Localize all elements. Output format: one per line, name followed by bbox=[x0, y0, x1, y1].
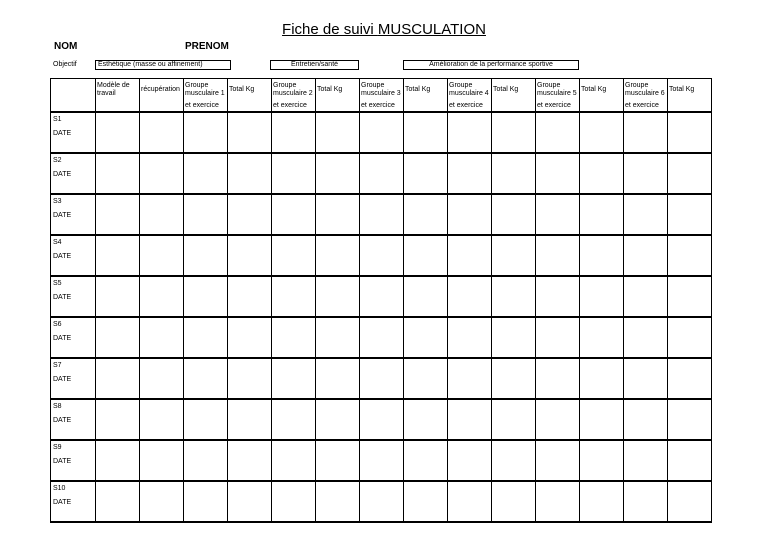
entry-cell[interactable] bbox=[272, 194, 316, 235]
objectif-performance-box[interactable]: Amélioration de la performance sportive bbox=[403, 60, 579, 70]
entry-cell[interactable] bbox=[624, 153, 668, 194]
session-label-cell bbox=[51, 317, 96, 358]
entry-cell[interactable] bbox=[492, 358, 536, 399]
entry-cell[interactable] bbox=[580, 358, 624, 399]
header-groupe-2: Groupe musculaire 2 bbox=[273, 82, 313, 97]
entry-cell[interactable] bbox=[360, 153, 404, 194]
header-groupe-5: Groupe musculaire 5 bbox=[537, 82, 577, 97]
entry-cell[interactable] bbox=[96, 358, 140, 399]
entry-cell[interactable] bbox=[536, 481, 580, 522]
entry-cell[interactable] bbox=[624, 194, 668, 235]
entry-cell[interactable] bbox=[448, 358, 492, 399]
entry-cell[interactable] bbox=[668, 153, 712, 194]
session-label: S5 bbox=[53, 280, 62, 287]
date-label: DATE bbox=[53, 458, 72, 465]
entry-cell[interactable] bbox=[492, 235, 536, 276]
header-exercice-4: et exercice bbox=[449, 102, 483, 109]
page-title bbox=[0, 21, 768, 38]
entry-cell[interactable] bbox=[668, 194, 712, 235]
entry-cell[interactable] bbox=[668, 112, 712, 153]
date-label: DATE bbox=[53, 171, 72, 178]
entry-cell[interactable] bbox=[96, 235, 140, 276]
entry-cell[interactable] bbox=[404, 481, 448, 522]
entry-cell[interactable] bbox=[360, 317, 404, 358]
entry-cell[interactable] bbox=[448, 153, 492, 194]
header-recuperation-cell bbox=[140, 79, 184, 113]
entry-cell[interactable] bbox=[580, 317, 624, 358]
entry-cell[interactable] bbox=[536, 440, 580, 481]
objectif-label: Objectif bbox=[53, 61, 77, 68]
entry-cell[interactable] bbox=[404, 399, 448, 440]
entry-cell[interactable] bbox=[536, 276, 580, 317]
entry-cell[interactable] bbox=[448, 194, 492, 235]
entry-cell[interactable] bbox=[536, 153, 580, 194]
entry-cell[interactable] bbox=[492, 112, 536, 153]
entry-cell[interactable] bbox=[184, 358, 228, 399]
header-total-1-cell bbox=[228, 79, 272, 113]
date-label: DATE bbox=[53, 212, 72, 219]
entry-cell[interactable] bbox=[316, 194, 360, 235]
header-groupe-6: Groupe musculaire 6 bbox=[625, 82, 665, 97]
entry-cell[interactable] bbox=[228, 194, 272, 235]
entry-cell[interactable] bbox=[184, 194, 228, 235]
entry-cell[interactable] bbox=[492, 440, 536, 481]
header-total-6-cell bbox=[668, 79, 712, 113]
entry-cell[interactable] bbox=[536, 399, 580, 440]
header-groupe-4: Groupe musculaire 4 bbox=[449, 82, 489, 97]
header-groupe-1-cell bbox=[184, 79, 228, 113]
entry-cell[interactable] bbox=[492, 481, 536, 522]
entry-cell[interactable] bbox=[668, 276, 712, 317]
session-label: S8 bbox=[53, 403, 62, 410]
header-groupe-6-cell bbox=[624, 79, 668, 113]
entry-cell[interactable] bbox=[404, 358, 448, 399]
date-label: DATE bbox=[53, 417, 72, 424]
entry-cell[interactable] bbox=[624, 481, 668, 522]
entry-cell[interactable] bbox=[184, 481, 228, 522]
entry-cell[interactable] bbox=[624, 235, 668, 276]
entry-cell[interactable] bbox=[580, 194, 624, 235]
date-label: DATE bbox=[53, 253, 72, 260]
entry-cell[interactable] bbox=[580, 153, 624, 194]
entry-cell[interactable] bbox=[448, 399, 492, 440]
entry-cell[interactable] bbox=[140, 276, 184, 317]
session-row bbox=[51, 317, 712, 358]
entry-cell[interactable] bbox=[360, 399, 404, 440]
header-total-6: Total Kg bbox=[669, 86, 695, 93]
entry-cell[interactable] bbox=[96, 112, 140, 153]
header-exercice-6: et exercice bbox=[625, 102, 659, 109]
session-row bbox=[51, 440, 712, 481]
date-label: DATE bbox=[53, 335, 72, 342]
session-label-cell bbox=[51, 276, 96, 317]
entry-cell[interactable] bbox=[272, 317, 316, 358]
entry-cell[interactable] bbox=[316, 440, 360, 481]
session-label: S2 bbox=[53, 157, 62, 164]
header-groupe-1: Groupe musculaire 1 bbox=[185, 82, 225, 97]
entry-cell[interactable] bbox=[184, 276, 228, 317]
entry-cell[interactable] bbox=[228, 399, 272, 440]
entry-cell[interactable] bbox=[536, 358, 580, 399]
session-row bbox=[51, 276, 712, 317]
entry-cell[interactable] bbox=[492, 276, 536, 317]
entry-cell[interactable] bbox=[360, 194, 404, 235]
entry-cell[interactable] bbox=[404, 194, 448, 235]
entry-cell[interactable] bbox=[624, 317, 668, 358]
entry-cell[interactable] bbox=[140, 481, 184, 522]
entry-cell[interactable] bbox=[184, 235, 228, 276]
entry-cell[interactable] bbox=[140, 153, 184, 194]
header-total-4: Total Kg bbox=[493, 86, 519, 93]
entry-cell[interactable] bbox=[448, 112, 492, 153]
entry-cell[interactable] bbox=[404, 235, 448, 276]
header-total-4-cell bbox=[492, 79, 536, 113]
entry-cell[interactable] bbox=[272, 153, 316, 194]
entry-cell[interactable] bbox=[360, 481, 404, 522]
entry-cell[interactable] bbox=[272, 358, 316, 399]
entry-cell[interactable] bbox=[668, 440, 712, 481]
entry-cell[interactable] bbox=[668, 235, 712, 276]
session-label: S3 bbox=[53, 198, 62, 205]
header-exercice-3: et exercice bbox=[361, 102, 395, 109]
entry-cell[interactable] bbox=[360, 276, 404, 317]
entry-cell[interactable] bbox=[140, 235, 184, 276]
entry-cell[interactable] bbox=[624, 399, 668, 440]
entry-cell[interactable] bbox=[96, 317, 140, 358]
entry-cell[interactable] bbox=[96, 194, 140, 235]
entry-cell[interactable] bbox=[140, 194, 184, 235]
session-label: S10 bbox=[53, 485, 66, 492]
entry-cell[interactable] bbox=[228, 481, 272, 522]
entry-cell[interactable] bbox=[316, 399, 360, 440]
entry-cell[interactable] bbox=[316, 112, 360, 153]
entry-cell[interactable] bbox=[272, 399, 316, 440]
entry-cell[interactable] bbox=[316, 481, 360, 522]
entry-cell[interactable] bbox=[580, 399, 624, 440]
entry-cell[interactable] bbox=[580, 481, 624, 522]
entry-cell[interactable] bbox=[184, 153, 228, 194]
session-row bbox=[51, 399, 712, 440]
title-prefix: Fiche de suivi bbox=[282, 21, 378, 38]
entry-cell[interactable] bbox=[184, 317, 228, 358]
header-total-2: Total Kg bbox=[317, 86, 343, 93]
entry-cell[interactable] bbox=[140, 317, 184, 358]
header-recuperation: récupération bbox=[141, 86, 180, 93]
header-total-3-cell bbox=[404, 79, 448, 113]
entry-cell[interactable] bbox=[404, 276, 448, 317]
session-row bbox=[51, 481, 712, 522]
entry-cell[interactable] bbox=[272, 481, 316, 522]
entry-cell[interactable] bbox=[316, 235, 360, 276]
header-exercice-2: et exercice bbox=[273, 102, 307, 109]
date-label: DATE bbox=[53, 376, 72, 383]
session-label-cell bbox=[51, 481, 96, 522]
entry-cell[interactable] bbox=[404, 153, 448, 194]
objectif-esthetique-box[interactable]: Esthétique (masse ou affinement) bbox=[95, 60, 231, 70]
entry-cell[interactable] bbox=[316, 358, 360, 399]
entry-cell[interactable] bbox=[316, 317, 360, 358]
entry-cell[interactable] bbox=[580, 235, 624, 276]
entry-cell[interactable] bbox=[668, 399, 712, 440]
session-row bbox=[51, 358, 712, 399]
entry-cell[interactable] bbox=[228, 112, 272, 153]
entry-cell[interactable] bbox=[140, 399, 184, 440]
entry-cell[interactable] bbox=[624, 440, 668, 481]
entry-cell[interactable] bbox=[96, 481, 140, 522]
header-groupe-3-cell bbox=[360, 79, 404, 113]
date-label: DATE bbox=[53, 130, 72, 137]
entry-cell[interactable] bbox=[448, 235, 492, 276]
entry-cell[interactable] bbox=[228, 153, 272, 194]
session-label: S4 bbox=[53, 239, 62, 246]
entry-cell[interactable] bbox=[492, 153, 536, 194]
session-label-cell bbox=[51, 358, 96, 399]
entry-cell[interactable] bbox=[228, 317, 272, 358]
entry-cell[interactable] bbox=[272, 276, 316, 317]
session-label-cell bbox=[51, 440, 96, 481]
entry-cell[interactable] bbox=[360, 358, 404, 399]
entry-cell[interactable] bbox=[580, 440, 624, 481]
session-row bbox=[51, 153, 712, 194]
header-exercice-1: et exercice bbox=[185, 102, 219, 109]
entry-cell[interactable] bbox=[184, 399, 228, 440]
entry-cell[interactable] bbox=[624, 358, 668, 399]
entry-cell[interactable] bbox=[448, 481, 492, 522]
entry-cell[interactable] bbox=[228, 276, 272, 317]
header-modele: Modèle de travail bbox=[97, 82, 130, 97]
entry-cell[interactable] bbox=[448, 440, 492, 481]
entry-cell[interactable] bbox=[96, 399, 140, 440]
entry-cell[interactable] bbox=[404, 112, 448, 153]
entry-cell[interactable] bbox=[96, 440, 140, 481]
date-label: DATE bbox=[53, 294, 72, 301]
entry-cell[interactable] bbox=[536, 235, 580, 276]
entry-cell[interactable] bbox=[448, 317, 492, 358]
entry-cell[interactable] bbox=[404, 317, 448, 358]
tracking-table bbox=[50, 78, 712, 523]
entry-cell[interactable] bbox=[404, 440, 448, 481]
header-groupe-5-cell bbox=[536, 79, 580, 113]
entry-cell[interactable] bbox=[668, 317, 712, 358]
entry-cell[interactable] bbox=[272, 112, 316, 153]
entry-cell[interactable] bbox=[140, 112, 184, 153]
entry-cell[interactable] bbox=[492, 399, 536, 440]
entry-cell[interactable] bbox=[228, 440, 272, 481]
entry-cell[interactable] bbox=[360, 112, 404, 153]
title-main: MUSCULATION bbox=[377, 21, 486, 38]
session-label-cell bbox=[51, 194, 96, 235]
entry-cell[interactable] bbox=[272, 440, 316, 481]
session-label: S9 bbox=[53, 444, 62, 451]
entry-cell[interactable] bbox=[492, 194, 536, 235]
session-label-cell bbox=[51, 399, 96, 440]
entry-cell[interactable] bbox=[140, 440, 184, 481]
header-row bbox=[51, 79, 712, 113]
header-modele-cell bbox=[96, 79, 140, 113]
entry-cell[interactable] bbox=[140, 358, 184, 399]
header-total-5-cell bbox=[580, 79, 624, 113]
entry-cell[interactable] bbox=[360, 440, 404, 481]
entry-cell[interactable] bbox=[492, 317, 536, 358]
entry-cell[interactable] bbox=[184, 112, 228, 153]
entry-cell[interactable] bbox=[316, 153, 360, 194]
header-total-3: Total Kg bbox=[405, 86, 431, 93]
entry-cell[interactable] bbox=[448, 276, 492, 317]
session-label: S7 bbox=[53, 362, 62, 369]
session-label: S6 bbox=[53, 321, 62, 328]
entry-cell[interactable] bbox=[96, 153, 140, 194]
header-total-5: Total Kg bbox=[581, 86, 607, 93]
objectif-entretien-box[interactable]: Entretien/santé bbox=[270, 60, 359, 70]
session-label-cell bbox=[51, 112, 96, 153]
entry-cell[interactable] bbox=[668, 481, 712, 522]
session-label-cell bbox=[51, 235, 96, 276]
entry-cell[interactable] bbox=[536, 194, 580, 235]
session-label-cell bbox=[51, 153, 96, 194]
session-row bbox=[51, 235, 712, 276]
date-label: DATE bbox=[53, 499, 72, 506]
session-row bbox=[51, 112, 712, 153]
header-groupe-3: Groupe musculaire 3 bbox=[361, 82, 401, 97]
header-groupe-4-cell bbox=[448, 79, 492, 113]
session-row bbox=[51, 194, 712, 235]
header-total-2-cell bbox=[316, 79, 360, 113]
header-exercice-5: et exercice bbox=[537, 102, 571, 109]
header-total-1: Total Kg bbox=[229, 86, 255, 93]
entry-cell[interactable] bbox=[228, 358, 272, 399]
entry-cell[interactable] bbox=[184, 440, 228, 481]
entry-cell[interactable] bbox=[624, 112, 668, 153]
entry-cell[interactable] bbox=[228, 235, 272, 276]
entry-cell[interactable] bbox=[536, 317, 580, 358]
entry-cell[interactable] bbox=[96, 276, 140, 317]
prenom-label: PRENOM bbox=[185, 41, 229, 52]
entry-cell[interactable] bbox=[668, 358, 712, 399]
entry-cell[interactable] bbox=[580, 276, 624, 317]
entry-cell[interactable] bbox=[536, 112, 580, 153]
entry-cell[interactable] bbox=[272, 235, 316, 276]
entry-cell[interactable] bbox=[580, 112, 624, 153]
entry-cell[interactable] bbox=[360, 235, 404, 276]
entry-cell[interactable] bbox=[316, 276, 360, 317]
header-corner-cell bbox=[51, 79, 96, 113]
session-label: S1 bbox=[53, 116, 62, 123]
nom-label: NOM bbox=[54, 41, 78, 52]
header-groupe-2-cell bbox=[272, 79, 316, 113]
entry-cell[interactable] bbox=[624, 276, 668, 317]
